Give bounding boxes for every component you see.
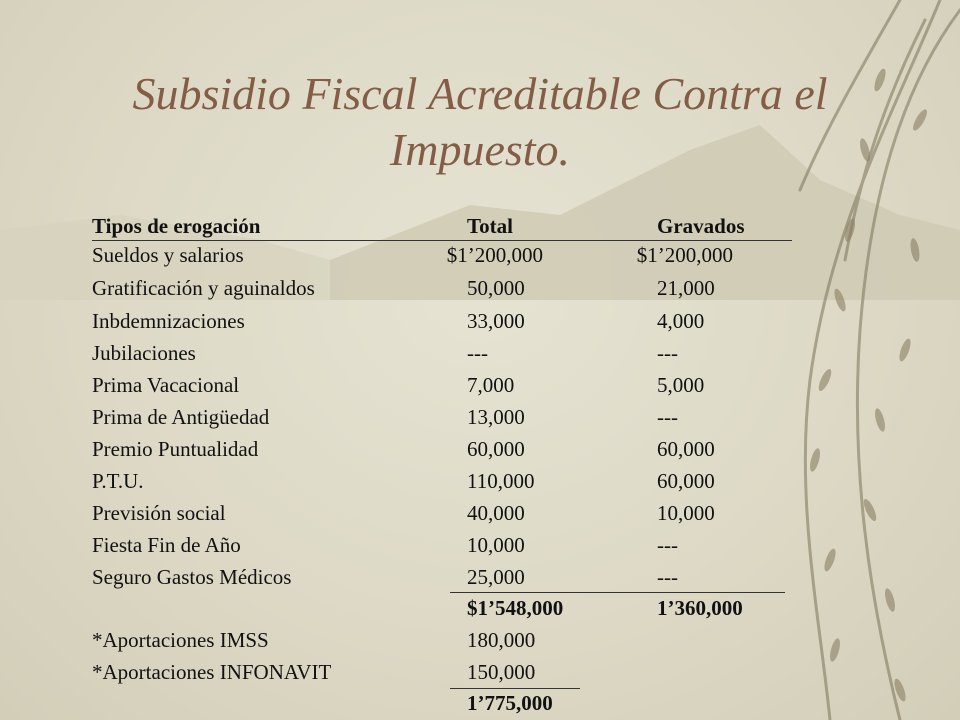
- row-total: 110,000: [467, 469, 535, 493]
- row-total: ---: [467, 341, 488, 365]
- row-concept: Sueldos y salarios: [92, 243, 244, 267]
- row-concept: Jubilaciones: [92, 341, 196, 365]
- header-tipos: Tipos de erogación: [92, 214, 261, 238]
- row-total: $1’200,000: [446, 243, 543, 267]
- row-total: 25,000: [467, 565, 525, 589]
- row-concept: *Aportaciones IMSS: [92, 628, 269, 652]
- row-concept: Inbdemnizaciones: [92, 309, 245, 333]
- row-gravados: 5,000: [657, 373, 705, 397]
- row-gravados: ---: [657, 565, 678, 589]
- row-total: 33,000: [467, 309, 525, 333]
- row-total: 180,000: [467, 628, 536, 652]
- slide-title-line-1: Subsidio Fiscal Acreditable Contra el: [132, 68, 828, 119]
- row-concept: P.T.U.: [92, 469, 144, 493]
- row-gravados: ---: [657, 341, 678, 365]
- row-gravados: ---: [657, 405, 678, 429]
- row-total: 150,000: [467, 660, 536, 684]
- row-gravados: 60,000: [657, 469, 715, 493]
- grand-total-value: 1’775,000: [467, 691, 553, 715]
- row-concept: *Aportaciones INFONAVIT: [92, 660, 332, 684]
- subtotal-divider: [450, 592, 785, 593]
- row-concept: Fiesta Fin de Año: [92, 533, 241, 557]
- row-gravados: 21,000: [657, 276, 715, 300]
- header-divider: [92, 240, 792, 241]
- row-concept: Premio Puntualidad: [92, 437, 259, 461]
- slide-title-line-2: Impuesto.: [389, 124, 571, 175]
- row-gravados: ---: [657, 533, 678, 557]
- row-total: 60,000: [467, 437, 525, 461]
- row-total: 40,000: [467, 501, 525, 525]
- row-concept: Prima de Antigüedad: [92, 405, 270, 429]
- header-gravados: Gravados: [657, 214, 745, 238]
- row-total: 13,000: [467, 405, 525, 429]
- row-concept: Seguro Gastos Médicos: [92, 565, 292, 589]
- row-gravados: 4,000: [657, 309, 705, 333]
- subtotal-gravados: 1’360,000: [657, 596, 743, 620]
- slide-title: [40, 66, 920, 178]
- header-total: Total: [467, 214, 513, 238]
- grand-total-divider: [450, 688, 580, 689]
- row-total: 50,000: [467, 276, 525, 300]
- row-concept: Previsión social: [92, 501, 226, 525]
- subtotal-total: $1’548,000: [467, 596, 564, 620]
- row-concept: Gratificación y aguinaldos: [92, 276, 315, 300]
- row-concept: Prima Vacacional: [92, 373, 240, 397]
- row-total: 10,000: [467, 533, 525, 557]
- row-gravados: $1’200,000: [636, 243, 733, 267]
- row-total: 7,000: [467, 373, 515, 397]
- row-gravados: 10,000: [657, 501, 715, 525]
- row-gravados: 60,000: [657, 437, 715, 461]
